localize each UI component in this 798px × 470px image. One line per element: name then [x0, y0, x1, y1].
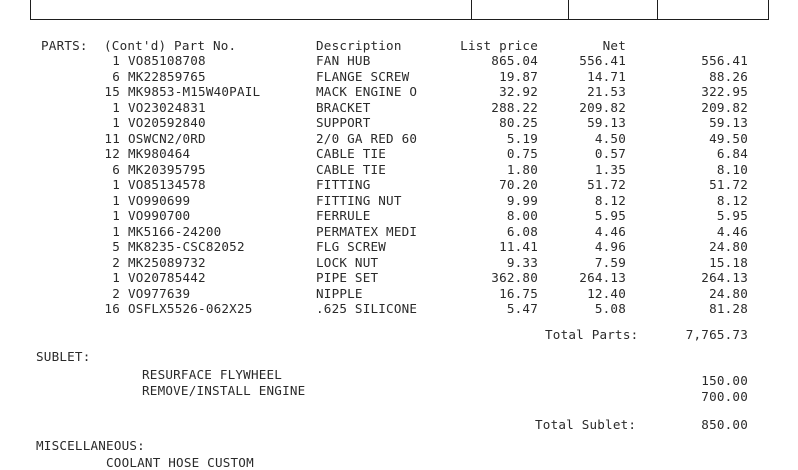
part-number: VO990700: [128, 208, 191, 223]
part-net-price: 0.57: [594, 146, 626, 161]
total-parts-label: Total Parts:: [545, 327, 639, 342]
part-list-price: 865.04: [491, 53, 538, 68]
total-sublet-value: 850.00: [701, 417, 748, 432]
part-net-price: 7.59: [594, 254, 626, 270]
part-list-price: 5.19: [506, 130, 538, 146]
parts-header-row: [0, 39, 798, 53]
part-net-price: 264.13: [579, 270, 626, 285]
total-parts-row: [0, 328, 798, 342]
part-qty: 1: [112, 208, 120, 223]
part-description: FLANGE SCREW: [316, 68, 410, 84]
part-net-price: 51.72: [587, 177, 626, 192]
part-extended-price: 264.13: [701, 270, 748, 285]
part-number: VO85108708: [128, 53, 206, 68]
part-description: .625 SILICONE: [316, 301, 418, 316]
part-list-price: 6.08: [506, 223, 538, 239]
list-price-column-header: List price: [460, 38, 538, 53]
parts-table-row: [0, 178, 798, 192]
part-description: FLG SCREW: [316, 239, 387, 254]
part-description: NIPPLE: [316, 285, 363, 301]
part-description: PERMATEX MEDI: [316, 223, 418, 239]
parts-table-row: [0, 271, 798, 285]
part-qty: 5: [112, 239, 120, 254]
part-no-column-header: (Cont'd) Part No.: [104, 38, 237, 53]
part-extended-price: 6.84: [716, 146, 748, 161]
parts-table-row: [0, 132, 798, 146]
sublet-section-label: SUBLET:: [36, 349, 91, 364]
part-extended-price: 5.95: [716, 208, 748, 223]
part-number: MK980464: [128, 146, 191, 161]
part-extended-price: 209.82: [701, 99, 748, 115]
misc-section-label: MISCELLANEOUS:: [36, 438, 145, 453]
part-number: VO20785442: [128, 270, 206, 285]
part-list-price: 362.80: [491, 270, 538, 285]
part-list-price: 0.75: [506, 146, 538, 161]
part-net-price: 4.46: [594, 223, 626, 239]
part-description: CABLE TIE: [316, 146, 387, 161]
part-extended-price: 81.28: [709, 301, 748, 316]
part-net-price: 21.53: [587, 84, 626, 99]
part-net-price: 12.40: [587, 285, 626, 301]
description-column-header: Description: [316, 38, 402, 53]
part-number: VO85134578: [128, 177, 206, 192]
parts-table-row: [0, 256, 798, 270]
parts-table-row: [0, 194, 798, 208]
part-net-price: 556.41: [579, 53, 626, 68]
part-qty: 15: [104, 84, 120, 99]
parts-table-row: [0, 225, 798, 239]
part-extended-price: 59.13: [709, 115, 748, 130]
sublet-amount: 150.00: [701, 373, 748, 388]
part-extended-price: 322.95: [701, 84, 748, 99]
part-net-price: 14.71: [587, 68, 626, 84]
top-table-divider-1: [471, 0, 472, 20]
part-list-price: 288.22: [491, 99, 538, 115]
part-description: SUPPORT: [316, 115, 371, 130]
part-description: 2/0 GA RED 60: [316, 130, 418, 146]
part-qty: 6: [112, 68, 120, 84]
sublet-amount-row: [0, 374, 798, 388]
part-list-price: 16.75: [499, 285, 538, 301]
part-extended-price: 24.80: [709, 285, 748, 301]
part-qty: 2: [112, 285, 120, 301]
parts-table-row: [0, 163, 798, 177]
part-qty: 16: [104, 301, 120, 316]
parts-table-row: [0, 302, 798, 316]
part-net-price: 5.08: [594, 301, 626, 316]
total-sublet-row: [0, 418, 798, 432]
part-net-price: 59.13: [587, 115, 626, 130]
part-extended-price: 8.10: [716, 161, 748, 177]
part-list-price: 19.87: [499, 68, 538, 84]
part-extended-price: 4.46: [716, 223, 748, 239]
part-number: MK20395795: [128, 161, 206, 177]
part-number: VO20592840: [128, 115, 206, 130]
part-qty: 6: [112, 161, 120, 177]
top-table-divider-right: [768, 0, 769, 20]
part-list-price: 32.92: [499, 84, 538, 99]
misc-description: COOLANT HOSE CUSTOM: [106, 455, 254, 470]
parts-table-row: [0, 287, 798, 301]
part-net-price: 8.12: [594, 192, 626, 208]
part-list-price: 70.20: [499, 177, 538, 192]
part-list-price: 80.25: [499, 115, 538, 130]
total-parts-value: 7,765.73: [685, 327, 748, 342]
part-description: BRACKET: [316, 99, 371, 115]
part-number: VO990699: [128, 192, 191, 208]
part-number: OSWCN2/0RD: [128, 130, 206, 146]
part-list-price: 11.41: [499, 239, 538, 254]
sublet-amount-row: [0, 390, 798, 404]
part-net-price: 4.96: [594, 239, 626, 254]
part-description: LOCK NUT: [316, 254, 379, 270]
total-sublet-label: Total Sublet:: [535, 417, 637, 432]
parts-table-row: [0, 70, 798, 84]
part-list-price: 5.47: [506, 301, 538, 316]
top-table-divider-3: [657, 0, 658, 20]
part-description: FERRULE: [316, 208, 371, 223]
part-list-price: 9.33: [506, 254, 538, 270]
parts-table-row: [0, 85, 798, 99]
part-description: PIPE SET: [316, 270, 379, 285]
part-extended-price: 88.26: [709, 68, 748, 84]
parts-table-row: [0, 240, 798, 254]
part-qty: 1: [112, 192, 120, 208]
part-number: MK25089732: [128, 254, 206, 270]
net-column-header: Net: [602, 38, 626, 53]
part-qty: 1: [112, 270, 120, 285]
part-extended-price: 24.80: [709, 239, 748, 254]
part-net-price: 1.35: [594, 161, 626, 177]
misc-section-row: [0, 439, 798, 453]
top-table-divider-2: [568, 0, 569, 20]
part-description: FITTING NUT: [316, 192, 402, 208]
part-number: VO23024831: [128, 99, 206, 115]
part-number: MK5166-24200: [128, 223, 222, 239]
part-number: MK8235-CSC82052: [128, 239, 245, 254]
part-qty: 1: [112, 53, 120, 68]
parts-table-row: [0, 147, 798, 161]
part-extended-price: 8.12: [716, 192, 748, 208]
sublet-amount: 700.00: [701, 389, 748, 404]
part-extended-price: 51.72: [709, 177, 748, 192]
parts-table-row: [0, 116, 798, 130]
part-net-price: 5.95: [594, 208, 626, 223]
parts-table-row: [0, 54, 798, 68]
part-list-price: 1.80: [506, 161, 538, 177]
sublet-section-row: [0, 350, 798, 364]
part-list-price: 8.00: [506, 208, 538, 223]
part-net-price: 209.82: [579, 99, 626, 115]
sublet-description: REMOVE/INSTALL ENGINE: [142, 383, 306, 398]
sublet-description: RESURFACE FLYWHEEL: [142, 367, 283, 382]
part-number: MK9853-M15W40PAIL: [128, 84, 261, 99]
part-number: MK22859765: [128, 68, 206, 84]
part-qty: 1: [112, 115, 120, 130]
part-qty: 1: [112, 177, 120, 192]
misc-row: [0, 456, 798, 470]
part-number: OSFLX5526-062X25: [128, 301, 253, 316]
parts-table-row: [0, 209, 798, 223]
part-description: CABLE TIE: [316, 161, 387, 177]
part-extended-price: 556.41: [701, 53, 748, 68]
part-number: VO977639: [128, 285, 191, 301]
parts-section-label: PARTS:: [41, 38, 88, 53]
part-qty: 11: [104, 130, 120, 146]
part-description: FAN HUB: [316, 53, 371, 68]
part-qty: 1: [112, 99, 120, 115]
part-description: FITTING: [316, 177, 371, 192]
part-qty: 2: [112, 254, 120, 270]
part-extended-price: 49.50: [709, 130, 748, 146]
part-list-price: 9.99: [506, 192, 538, 208]
part-qty: 12: [104, 146, 120, 161]
part-qty: 1: [112, 223, 120, 239]
top-table-divider-left: [30, 0, 31, 20]
part-description: MACK ENGINE O: [316, 84, 418, 99]
parts-table-row: [0, 101, 798, 115]
part-net-price: 4.50: [594, 130, 626, 146]
part-extended-price: 15.18: [709, 254, 748, 270]
